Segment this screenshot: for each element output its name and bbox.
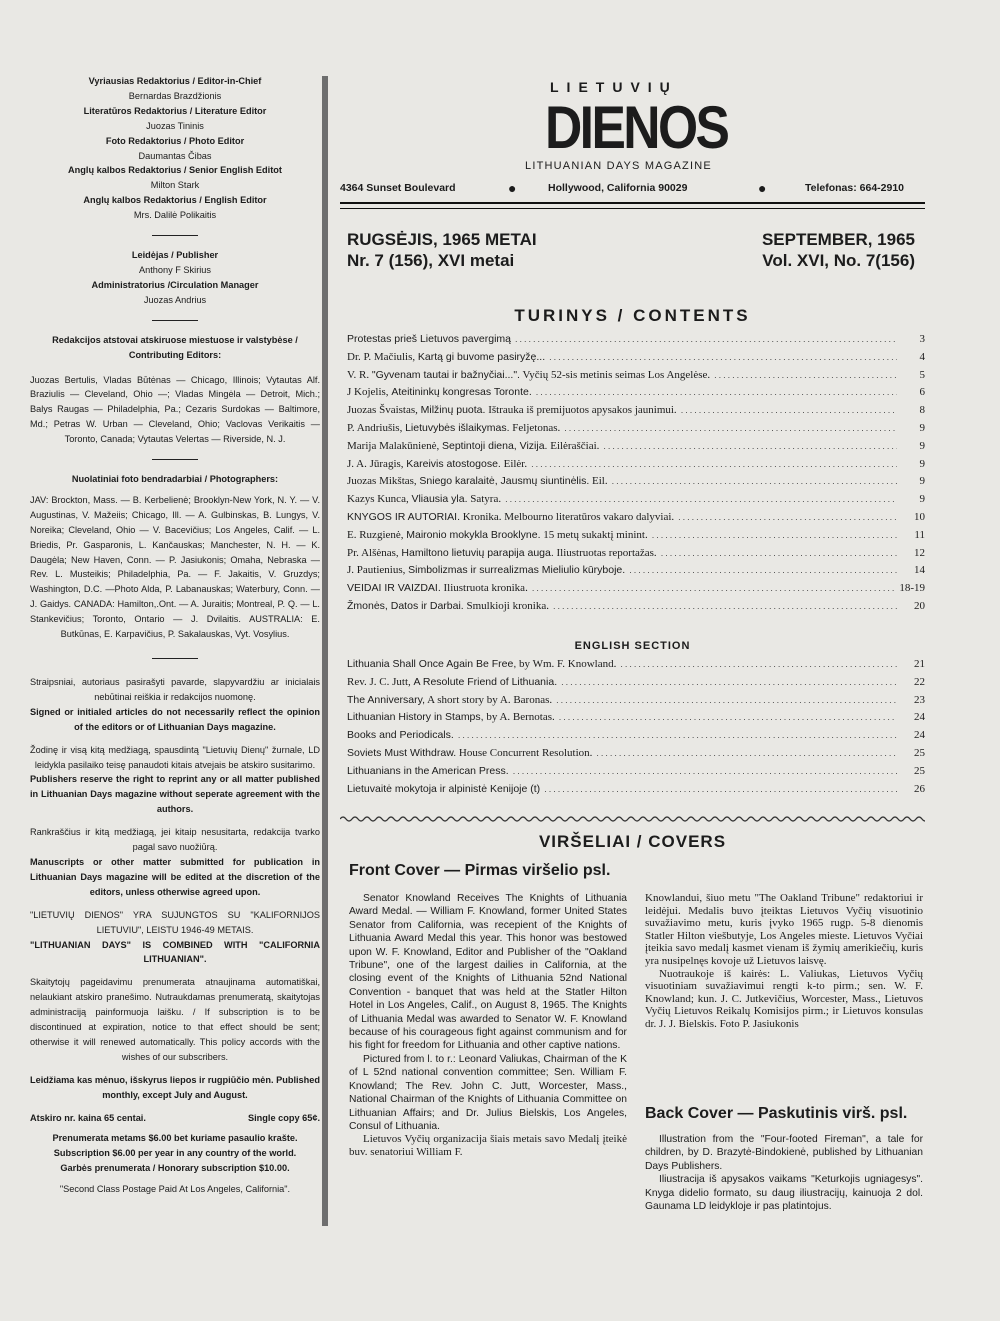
leader-dots [536,387,897,397]
leader-dots [596,748,897,758]
toc-author: J. A. Jūragis, [347,457,407,470]
toc-entry [347,351,925,363]
toc-article: VEIDAI IR VAIZDAI. [347,582,441,595]
front-cover-title: Front Cover — Pirmas viršelio psl. [349,862,611,879]
toc-entry [347,422,925,434]
leader-dots [458,730,897,740]
price-en: Single copy 65¢. [248,1112,320,1123]
toc-entry [347,493,925,505]
toc-title [347,458,527,470]
toc-author: Pr. Alšėnas, [347,546,402,559]
toc-article: Vliausia yla. [411,493,468,506]
toc-author: Juozas Švaistas, [347,404,421,417]
toc-note: 15 metų sukaktį minint. [540,528,648,541]
table-of-contents [347,333,925,623]
notice-text: "LITHUANIAN DAYS" IS COMBINED WITH "CALIFORNIA LITHUANIAN". [30,939,320,965]
toc-article: KNYGOS IR AUTORIAI. [347,511,460,523]
toc-title [347,729,454,741]
toc-entry [347,729,925,741]
leader-dots [714,370,897,380]
price-lt: Atskiro nr. kaina 65 centai. [30,1112,146,1123]
toc-article: Maironio mokykla Brooklyne. [406,528,541,541]
toc-page: 9 [919,422,925,434]
toc-title [347,765,509,777]
reps-heading: Redakcijos atstovai atskiruose miestuose ir valstybėse / Contributing Editors: [52,334,298,360]
toc-author: Kazys Kunca, [347,493,412,506]
toc-article: Lietuvaitė mokytoja ir alpinistė Kenijoje (t) [347,782,541,795]
toc-article: Lietuvybės išlaikymas. [405,422,510,434]
toc-author: J Kojelis, [347,386,392,399]
leader-dots [629,565,897,575]
toc-page: 11 [914,528,925,541]
front-cover-text-lt [645,892,923,1031]
toc-page: 24 [914,711,925,724]
paragraph: Lietuvos Vyčių organizacija šiais metais savo Medalį įteikė buv. senatoriui William F. [349,1133,627,1158]
toc-title [347,547,657,559]
toc-title [347,582,528,594]
toc-note: Smulkioji kronika. [463,600,549,612]
toc-title [347,564,625,576]
toc-entry [347,600,925,612]
toc-author: E. Ruzgienė, [347,528,407,541]
paragraph: Pictured from l. to r.: Leonard Valiukas, Chairman of the K of L 52nd national convention committee; Sen. William F. Knowland; The Rev. John C. Jutt, Worcester, Mass., National Chairman of the Knights of Lithuania Committee on Lithuanian Affairs; and Dr. Julius Bielskis, Los Angeles, Consul of Lithuania. [349,1053,627,1132]
city: Hollywood, California 90029 [548,182,688,194]
masthead-rule [340,208,925,209]
toc-page: 26 [914,782,925,795]
notices [30,675,320,1103]
toc-page: 9 [919,493,925,506]
toc-article: Lithuanian History in Stamps, [347,711,484,724]
front-cover-text [349,892,627,1159]
toc-title [347,475,608,487]
toc-entry [347,529,925,541]
toc-page: 9 [919,457,925,470]
toc-author: Rev. J. C. Jutt, [347,675,414,688]
toc-author: P. Andriušis, [347,422,406,434]
toc-title [347,404,677,416]
toc-title [347,676,557,688]
leader-dots [661,548,897,558]
reps-text: Juozas Bertulis, Vladas Būtėnas — Chicago, Illinois; Vytautas Alf. Braziulis — Cleveland, Ohio —; Vladas Mingėla — Detroit, Mich.; Balys Raugas — Philadelphia, Pa.; Cezaris Surdokas — Baltimore, Md.; Petras W. Urban — Cleveland, Ohio; Vaclovas Verikaitis — Toronto, Canada; Vytautas Velertas — Riverside, N. J. [30,374,320,445]
notice-text: Leidžiama kas mėnuo, išskyrus liepos ir rugpiūčio mėn. Published monthly, except July and August. [30,1074,320,1100]
toc-title [347,422,560,434]
phone: Telefonas: 664-2910 [805,182,905,194]
toc-article: Sniego karalaitė, Jausmų siuntinėlis. [419,475,590,488]
leader-dots [561,677,897,687]
masthead-title: DIENOS [545,94,728,161]
leader-dots [556,695,897,705]
admin-name: Juozas Andrius [143,294,207,305]
toc-title [347,600,549,612]
toc-note: by Wm. F. Knowland. [516,658,617,670]
toc-note: Kronika. Melbourno literatūros vakaro dalyviai. [460,511,675,523]
masthead-subtitle: LITHUANIAN DAYS MAGAZINE [525,160,712,172]
leader-dots [612,476,897,486]
toc-page: 25 [914,747,925,759]
toc-entry [347,582,925,594]
paragraph: Iliustracija iš apysakos vaikams "Keturkojis ugniagesys". Knyga didelio formato, su daug iliustracijų, kainuoja 2 dol. Gaunama LD leidykloje ir pas platintojus. [645,1174,923,1213]
paragraph: Nuotraukoje iš kairės: L. Valiukas, Lietuvos Vyčių visuotiniam suvažiavimui rengti k-to pirm.; sen. W. F. Knowland; kun. J. C. Jutkevičius, Worcester, Mass., Lietuvos Vyčių Lietuvos Reikalų Komisijos pirm.; ir Lietuvos konsulas dr. J. J. Bielskis. Foto P. Jasiukonis [645,967,923,1030]
toc-entry [347,475,925,487]
notice-text: Straipsniai, autoriaus pasirašyti pavarde, slapyvardžiu ar inicialais nebūtinai reiškia ir redakcijos nuomonę. [30,677,320,702]
leader-dots [549,352,897,362]
staff-role: Anglų kalbos Redaktorius / Senior English Editot [68,165,282,176]
toc-entry [347,333,925,345]
toc-page: 23 [914,693,925,706]
toc-entry [347,547,925,559]
toc-title [347,493,501,505]
issue-number-lt: Nr. 7 (156), XVI metai [347,251,515,270]
toc-entry [347,511,925,523]
toc-page: 6 [919,386,925,399]
toc-page: 8 [919,404,925,417]
toc-article: Books and Periodicals. [347,729,454,742]
toc-note: House Concurrent Resolution. [456,747,593,759]
toc-entry [347,564,925,576]
toc-page: 9 [919,439,925,452]
sub-line: Prenumerata metams $6.00 bet kuriame pasaulio krašte. [52,1133,298,1144]
staff-column [30,74,320,1197]
toc-article: Kareivis atostogose. [406,457,501,470]
toc-article: Lithuanians in the American Press. [347,764,509,777]
toc-title [347,511,674,523]
leader-dots [620,659,897,669]
toc-title [347,747,592,759]
toc-entry [347,694,925,706]
leader-dots [513,766,897,776]
toc-article: Soviets Must Withdraw. [347,747,457,759]
masthead-top: LIETUVIŲ [550,79,678,95]
staff-name: Bernardas Brazdžionis [128,90,222,101]
toc-title [347,351,545,363]
notice-text: "LIETUVIŲ DIENOS" YRA SUJUNGTOS SU "KALIFORNIJOS LIETUVIU", LEISTU 1946-49 METAIS. [30,909,320,935]
toc-author: Marija Malakūnienė, [347,439,442,452]
toc-entry [347,458,925,470]
toc-article: "Gyvenam tautai ir bažnyčiai...". [371,368,520,381]
editorial-staff [30,74,320,223]
notice-text: Žodinę ir visą kitą medžiagą, spausdintą "Lietuvių Dienų" žurnale, LD leidykla pasilaiko teisę panaudoti kitais atvejais be atskiro susitarimo. [30,744,320,770]
toc-entry [347,765,925,777]
divider [152,320,198,321]
toc-page: 18-19 [899,582,925,595]
toc-page: 14 [914,564,925,577]
toc-title [347,694,552,706]
photo-heading: Nuolatiniai foto bendradarbiai / Photographers: [71,474,279,485]
leader-dots [515,334,897,344]
toc-entry [347,386,925,398]
toc-article: A Resolute Friend of Lithuania. [413,675,558,688]
issue-number-en: Vol. XVI, No. 7(156) [762,251,915,270]
leader-dots [505,494,897,504]
issue-date-lt: RUGSĖJIS, 1965 METAI [347,230,537,249]
notice-text: Publishers reserve the right to reprint any or all matter published in Lithuanian Days magazine without seperate agreement with the authors. [30,774,320,815]
masthead-rule [340,202,925,204]
toc-entry [347,369,925,381]
toc-page: 12 [914,546,925,559]
toc-title [347,658,616,670]
toc-article: Ateitininkų kongresas Toronte. [391,386,532,399]
notice-text: Rankraščius ir kitą medžiagą, jei kitaip nesusitarta, redakcija tvarko pagal savo nuožiūrą. [30,827,320,853]
toc-title [347,529,648,541]
toc-note: Eil. [589,475,608,488]
leader-dots [564,423,897,433]
divider [152,235,198,236]
staff-name: Daumantas Čibas [138,150,212,161]
notice-text: Signed or initialed articles do not necessarily reflect the opinion of the editors or of Lithuanian Days magazine. [30,706,320,732]
toc-article: Lithuania Shall Once Again Be Free, [347,658,517,670]
divider [152,658,198,659]
covers-title: VIRŠELIAI / COVERS [538,832,727,851]
notice-text: Manuscripts or other matter submitted for publication in Lithuanian Days magazine will be edited at the discretion of the editors, unless otherwise agreed upon. [30,856,320,897]
toc-article: Žmonės, Datos ir Darbai. [347,600,464,612]
toc-page: 22 [914,675,925,688]
english-section-heading: ENGLISH SECTION [574,640,691,652]
toc-article: Hamiltono lietuvių parapija auga. [401,546,554,559]
leader-dots [652,530,897,540]
leader-dots [553,601,897,611]
leader-dots [678,512,897,522]
english-contents [347,658,925,808]
toc-page: 21 [914,658,925,670]
toc-entry [347,676,925,688]
toc-title [347,711,555,723]
address: 4364 Sunset Boulevard [340,182,456,194]
admin-role: Administratorius /Circulation Manager [91,279,259,290]
toc-note: by A. Bernotas. [483,711,555,724]
paragraph: Senator Knowland Receives The Knights of Lithuania Award Medal. — William F. Knowland, former United States Senator from California, was recepient of the Knights of Lithuania Award Medal this year. This honor was bestowed upon W. F. Knowland, Editor and Publisher of the "Oakland Tribune", one of the largest dailies in California, at the closing event of the Knights of Lithuania 52nd National Convention - banquet that was held at the Statler Hilton Hotel in Los Angeles, Calif., on August 8, 1965. The Knights of Lithuania Medal was awarded to Senator W. F. Knowland because of his courageous fight against communism and for his fight for freedom for Lithuania and other captive nations. [349,893,627,1052]
toc-page: 4 [919,350,925,363]
toc-page: 3 [919,333,925,345]
toc-title [347,440,599,452]
toc-note: Satyra. [467,493,502,506]
staff-name: Milton Stark [150,180,200,191]
toc-note: Iliustruota kronika. [440,582,528,595]
toc-entry [347,658,925,670]
vertical-rule [322,76,328,1226]
staff-name: Juozas Tininis [146,120,204,131]
bullet: ● [508,180,517,196]
divider [152,459,198,460]
toc-title [347,783,540,795]
toc-article: Kartą gi buvome pasiryžę... [417,350,546,363]
toc-note: Iliustruotas reportažas. [553,546,657,559]
back-cover-title: Back Cover — Paskutinis virš. psl. [645,1105,908,1122]
publisher-name: Anthony F Skirius [139,264,211,275]
paragraph: Illustration from the "Four-footed Fireman", a tale for children, by D. Brazytė-Bindokienė, published by Lithuanian Days Publishers. [645,1134,923,1172]
wavy-divider [340,815,925,823]
toc-page: 9 [919,475,925,488]
toc-note: Vyčių 52-sis metinis seimas Los Angelėse. [519,368,711,381]
notice-text: Skaitytojų pageidavimu prenumerata atnaujinama automatiškai, nelaukiant atskiro pranešimo. Nutraukdamas prenumeratą, skaitytojas administraciją painformuoja laišku. / If subscription is to be discontinued at expiration, notice to that effect should be sent; otherwise it will renewed automatically. This policy accords with the wishes of our subscribers. [30,977,320,1062]
toc-entry [347,747,925,759]
leader-dots [603,441,897,451]
subscriptions [30,1131,320,1176]
toc-title [347,386,532,398]
toc-author: Juozas Mikštas, [347,475,420,488]
toc-author: V. R. [347,368,372,381]
toc-entry [347,440,925,452]
toc-title [347,369,710,381]
sub-line: Garbės prenumerata / Honorary subscription $10.00. [60,1163,290,1174]
staff-role: Literatūros Redaktorius / Literature Editor [83,105,267,116]
toc-article: Septintoji diena, Vizija. [442,439,548,452]
back-cover-text [645,1133,923,1213]
toc-entry [347,783,925,795]
leader-dots [681,405,897,415]
postage-note: "Second Class Postage Paid At Los Angeles, California". [59,1184,291,1195]
staff-role: Foto Redaktorius / Photo Editor [105,135,245,146]
toc-note: Eilėraščiai. [547,439,600,452]
toc-note: Feljetonas. [509,422,561,434]
contents-title: TURINYS / CONTENTS [514,306,751,325]
toc-note: A short story by A. Baronas. [425,693,553,706]
paragraph: Knowlandui, šiuo metu "The Oakland Tribune" redaktoriui ir leidėjui. Medalis buvo įteiktas Lietuvos Vyčių visuotinio suvažiavimo metu, kuris įvyko 1965 rugp. 5-8 dienomis Statler Hilton viešbutyje, Los Angeles mieste. Lietuvos Vyčiai įteikia savo medalį kasmet vienam iš žymių amerikiečių, kuris yra nusipelnęs kovoje už Lietuvos laisvę. [645,892,923,967]
toc-author: Dr. P. Mačiulis, [347,350,418,363]
toc-note: Eilėr. [500,457,528,470]
leader-dots [559,712,897,722]
toc-page: 10 [914,511,925,523]
price-line [30,1111,320,1126]
toc-title [347,333,511,345]
issue-date-en: SEPTEMBER, 1965 [761,230,915,249]
toc-note: Ištrauka iš premijuotos apysakos jaunimui. [485,404,677,417]
toc-page: 25 [914,764,925,777]
toc-entry [347,711,925,723]
bullet: ● [758,180,767,196]
toc-article: Simbolizmas ir surrealizmas Mieliulio kūryboje. [408,564,626,577]
toc-article: The Anniversary, [347,693,426,706]
staff-name: Mrs. Dalilė Polikaitis [133,210,217,221]
toc-entry [347,404,925,416]
leader-dots [532,583,896,593]
toc-article: Milžinų puota. [420,404,486,417]
leader-dots [531,459,897,469]
staff-role: Anglų kalbos Redaktorius / English Editor [83,195,267,206]
staff-role: Vyriausias Redaktorius / Editor-in-Chief [88,76,262,86]
toc-page: 20 [914,600,925,612]
toc-article: Protestas prieš Lietuvos pavergimą [347,333,511,345]
photo-text: JAV: Brockton, Mass. — B. Kerbelienė; Brooklyn-New York, N. Y. — V. Augustinas, V. Mažeiis; Chicago, Ill. — A. Gulbinskas, B. Lungys, V. Noreika; Cleveland, Ohio — V. Bacevičius; Los Angeles, Calif. — L. Briedis, Pr. Gasparonis, L. Kančauskas; Manchester, N. H. — K. Daugėla; New Haven, Conn. — P. Jasiukonis; Omaha, Nebraska — Rev. L. Musteikis; Philadelphia, Pa. — F. Jakaitis, V. Gruzdys; Washington, D.C. —Photo Alda, P. Labanauskas; Waterbury, Conn. — J. Gaidys. CANADA: Hamilton,.Ont. — A. Juraitis; Montreal, P. Q. — L. Stankevičius; Toronto, Ontario — J. Dvilaitis. AUSTRALIA: E. Butkūnas, E. Karpavičius, P. Sakalauskas, Vyt. Vosylius. [30,494,320,640]
publisher-role: Leidėjas / Publisher [131,250,219,261]
leader-dots [544,784,897,794]
sub-line: Subscription $6.00 per year in any country of the world. [53,1148,297,1159]
toc-page: 5 [919,368,925,381]
toc-page: 24 [914,729,925,742]
toc-author: J. Pautienius, [347,564,409,577]
